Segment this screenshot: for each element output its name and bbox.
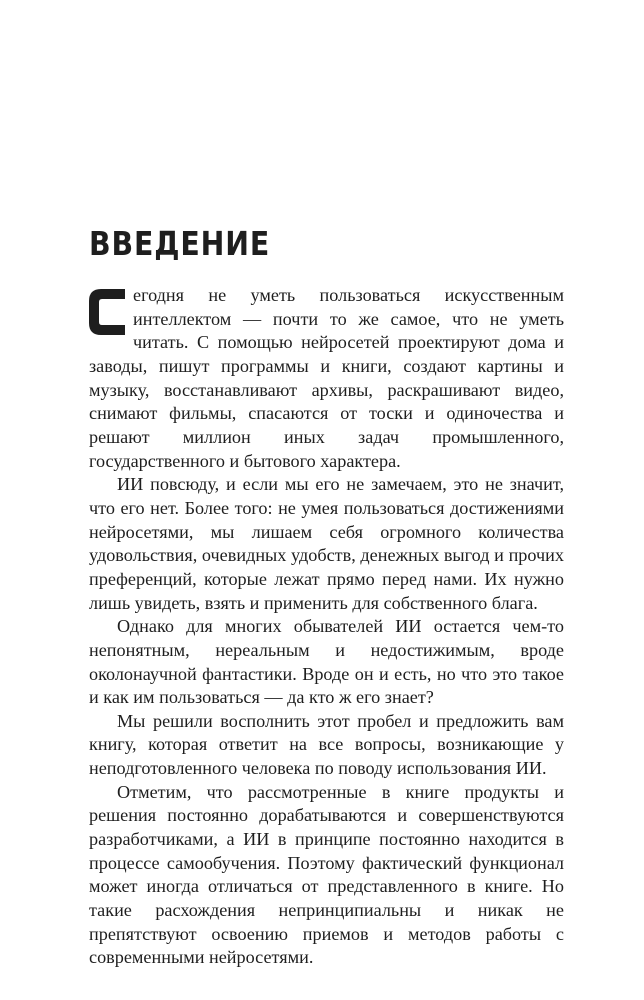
paragraph [89,284,564,473]
paragraph: Мы решили восполнить этот пробел и предложить вам книгу, которая ответит на все вопросы, возникающие у неподготовленного человека по поводу использования ИИ. [89,710,564,779]
drop-cap [89,289,127,335]
paragraph: ИИ повсюду, и если мы его не замечаем, это не значит, что его нет. Более того: не умея пользоваться достижениями нейросетями, мы лишаем себя огромного количества удовольствия, очевидных удобств, денежных выгод и прочих преференций, которые лежат прямо перед нами. Их нужно лишь увидеть, взять и применить для собственного блага. [89,474,564,613]
chapter-heading: ВВЕДЕНИЕ [89,224,271,263]
paragraph: Однако для многих обывателей ИИ остается чем-то непонятным, нереальным и недостижимым, вроде околонаучной фантастики. Вроде он и есть, но что это такое и как им пользоваться — да кто ж его знает? [89,616,564,708]
chapter-body [89,284,564,970]
paragraph: Отметим, что рассмотренные в книге продукты и решения постоянно дорабатываются и совершенствуются разработчиками, а ИИ в принципе постоянно находится в процессе самообучения. Поэтому фактический функционал может иногда отличаться от представленного в книге. Но такие расхождения непринципиальны и никак не препятствуют освоению приемов и методов работы с современными нейросетями. [89,781,564,968]
paragraph-text: егодня не уметь пользоваться искусственным интеллектом — почти то же самое, что не уметь читать. С помощью нейросетей проектируют дома и заводы, пишут программы и книги, создают картины и музыку, восстанавливают архивы, раскрашивают видео, снимают фильмы, спасаются от тоски и одиночества и решают миллион иных задач промышленного, государственного и бытового характера. [89,285,564,471]
